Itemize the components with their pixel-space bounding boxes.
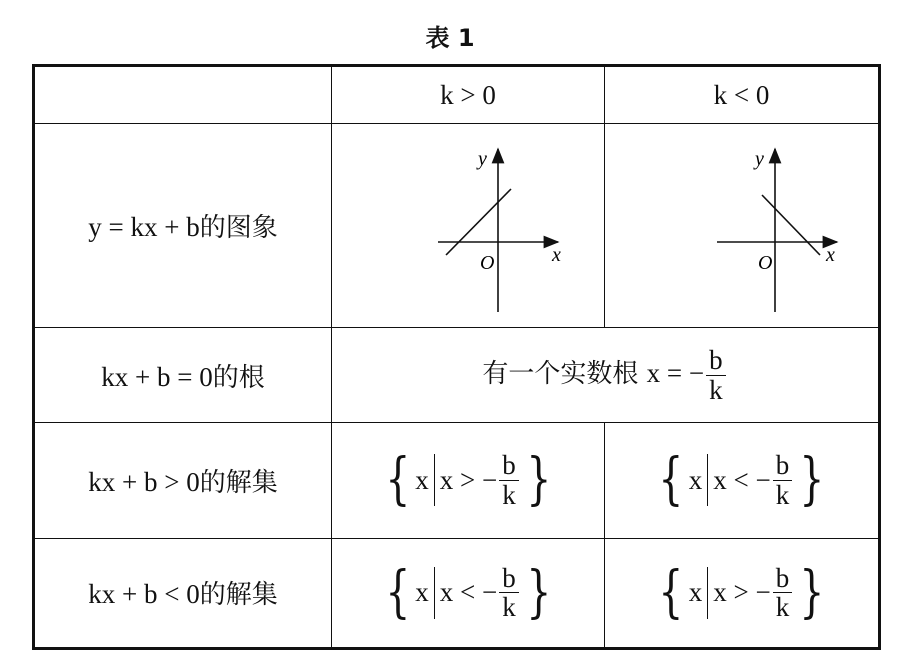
graph-k-negative-cell [605,124,880,328]
origin-label: O [757,252,772,275]
graph-label-math: y = kx + b [88,212,200,243]
lt-solution-k-positive: { x x < − $\frac{b}{k}$ } [332,538,605,648]
line-k-positive [446,189,511,255]
line-k-negative [762,195,820,255]
graph-row-label [34,124,332,328]
gt-row-label: kx + b > 0的解集 [34,422,332,538]
root-row-label: kx + b = 0的根 [34,328,332,422]
header-empty-cell [34,66,332,124]
header-k-negative: k < 0 [605,66,880,124]
graph-label-text: 的图象 [199,213,278,244]
graph-k-negative [642,127,842,317]
table-caption: 表 1 [425,24,475,52]
y-axis-label: y [478,148,487,171]
x-axis-label: x [825,244,835,267]
x-axis-label: x [552,244,561,267]
lt-row-label: kx + b < 0的解集 [34,538,332,648]
header-row [34,66,880,124]
root-row [34,328,880,422]
header-k-positive: k > 0 [332,66,605,124]
greater-than-row [34,422,880,538]
gt-solution-k-positive: { x x > − $\frac{b}{k}$ } [332,422,605,538]
graph-row [34,124,880,328]
lt-solution-k-negative: { x x > − $\frac{b}{k}$ } [605,538,880,648]
root-value: 有一个实数根 x = − $\frac{b}{k}$ [332,328,880,422]
origin-label: O [480,252,495,275]
root-fraction: $\frac{b}{k}$ [706,346,726,404]
less-than-row [34,538,880,648]
gt-solution-k-negative: { x x < − $\frac{b}{k}$ } [605,422,880,538]
y-axis-label: y [754,148,764,171]
graph-k-positive-cell [332,124,605,328]
graph-k-positive [368,127,568,317]
linear-function-table [32,64,881,650]
